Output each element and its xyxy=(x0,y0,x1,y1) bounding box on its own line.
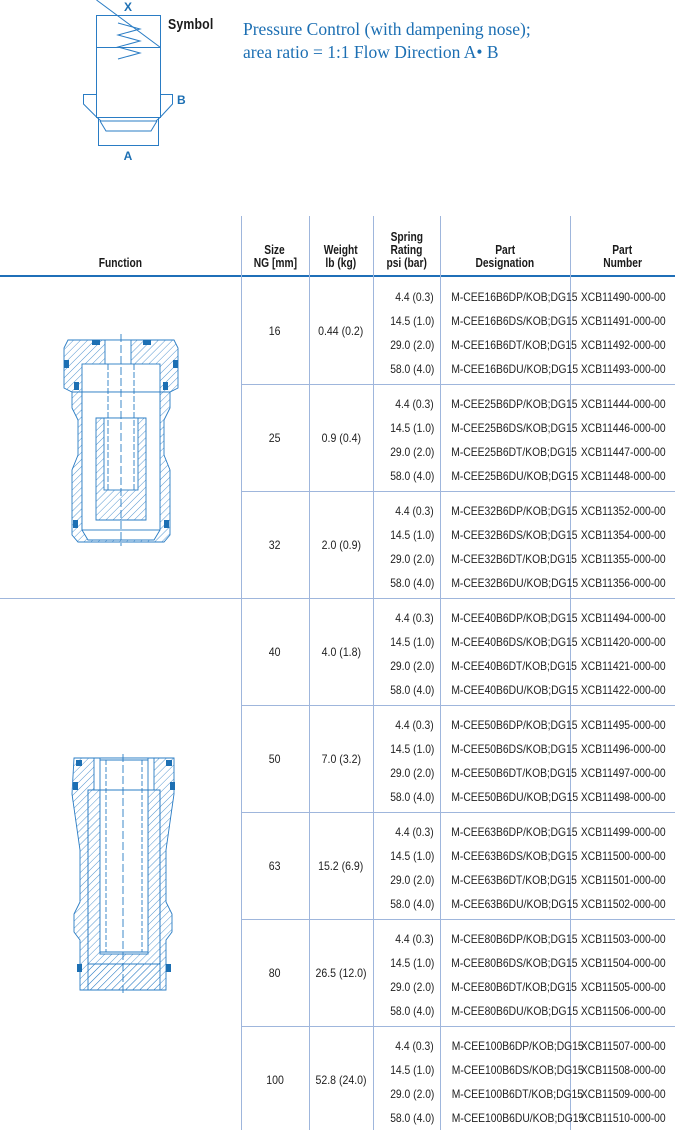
part-number-cell xyxy=(571,1034,675,1058)
spring-rating-value: 14.5 (1.0) xyxy=(389,528,434,542)
part-designation-cell xyxy=(441,713,578,737)
spring-rating-cell xyxy=(374,892,434,916)
part-designation-cell xyxy=(441,440,577,464)
part-designation-value: M-CEE16B6DS/KOB;DG15 xyxy=(451,314,578,328)
header-size: Size NG [mm] xyxy=(253,243,297,270)
spring-rating-value: 14.5 (1.0) xyxy=(389,742,434,756)
spring-rating-cell xyxy=(374,547,434,571)
weight-value: 7.0 (3.2) xyxy=(321,751,361,766)
spring-rating-cell xyxy=(374,357,434,381)
header-part-designation: Part Designation xyxy=(475,243,535,270)
part-number-value: XCB11354-000-00 xyxy=(580,528,666,542)
spring-rating-value: 14.5 (1.0) xyxy=(389,849,434,863)
part-designation-cell xyxy=(441,333,577,357)
part-number-value: XCB11500-000-00 xyxy=(580,849,666,863)
part-number-value: XCB11498-000-00 xyxy=(580,790,666,804)
part-designation-cell xyxy=(441,357,579,381)
part-number-cell xyxy=(571,737,675,761)
port-x-label: X xyxy=(123,0,133,14)
part-number-cell xyxy=(571,309,675,333)
part-designation-cell xyxy=(441,630,578,654)
part-designation-cell xyxy=(441,464,579,488)
spring-rating-value: 29.0 (2.0) xyxy=(389,766,434,780)
part-number-value: XCB11504-000-00 xyxy=(580,956,666,970)
weight-value: 52.8 (24.0) xyxy=(315,1072,367,1087)
spring-rating-cell xyxy=(374,1082,434,1106)
part-designation-value: M-CEE100B6DT/KOB;DG15 xyxy=(451,1087,584,1101)
part-designation-value: M-CEE40B6DT/KOB;DG15 xyxy=(451,659,577,673)
part-designation-value: M-CEE25B6DS/KOB;DG15 xyxy=(451,421,578,435)
part-designation-cell xyxy=(441,927,578,951)
part-designation-cell xyxy=(441,547,577,571)
part-number-value: XCB11490-000-00 xyxy=(580,290,666,304)
part-designation-value: M-CEE25B6DU/KOB;DG15 xyxy=(451,469,579,483)
spring-rating-value: 29.0 (2.0) xyxy=(389,1087,434,1101)
spring-rating-cell xyxy=(374,392,434,416)
part-number-cell xyxy=(571,713,675,737)
part-number-cell xyxy=(571,464,675,488)
part-number-cell xyxy=(571,678,675,702)
spring-rating-value: 4.4 (0.3) xyxy=(395,932,434,946)
part-designation-cell xyxy=(441,285,578,309)
part-designation-value: M-CEE80B6DS/KOB;DG15 xyxy=(451,956,578,970)
part-number-cell xyxy=(571,547,675,571)
spring-rating-cell xyxy=(374,844,434,868)
spring-rating-cell xyxy=(374,868,434,892)
part-designation-cell xyxy=(441,844,578,868)
part-number-value: XCB11494-000-00 xyxy=(580,611,666,625)
part-number-cell xyxy=(571,785,675,809)
part-number-value: XCB11499-000-00 xyxy=(580,825,666,839)
spring-rating-cell xyxy=(374,975,434,999)
spring-rating-cell xyxy=(374,761,434,785)
part-designation-cell xyxy=(441,1106,585,1130)
part-designation-cell xyxy=(441,499,578,523)
spring-rating-cell xyxy=(374,630,434,654)
part-designation-cell xyxy=(441,571,579,595)
spring-rating-cell xyxy=(374,606,434,630)
part-number-cell xyxy=(571,868,675,892)
spring-rating-cell xyxy=(374,1034,434,1058)
part-designation-cell xyxy=(441,416,578,440)
part-number-value: XCB11508-000-00 xyxy=(580,1063,666,1077)
part-designation-value: M-CEE63B6DU/KOB;DG15 xyxy=(451,897,579,911)
part-designation-cell xyxy=(441,1034,584,1058)
part-designation-cell xyxy=(441,606,578,630)
part-designation-value: M-CEE50B6DP/KOB;DG15 xyxy=(451,718,578,732)
spring-rating-cell xyxy=(374,523,434,547)
part-designation-value: M-CEE80B6DU/KOB;DG15 xyxy=(451,1004,579,1018)
size-value: 16 xyxy=(269,323,281,338)
part-designation-value: M-CEE16B6DU/KOB;DG15 xyxy=(451,362,579,376)
spring-rating-value: 29.0 (2.0) xyxy=(389,445,434,459)
part-number-cell xyxy=(571,630,675,654)
table-row xyxy=(0,285,675,309)
header-function: Function xyxy=(98,256,143,270)
spring-rating-value: 14.5 (1.0) xyxy=(389,956,434,970)
spring-rating-cell xyxy=(374,571,434,595)
part-number-cell xyxy=(571,499,675,523)
table-row xyxy=(0,654,675,678)
part-number-value: XCB11497-000-00 xyxy=(580,766,666,780)
part-number-value: XCB11503-000-00 xyxy=(580,932,666,946)
spring-rating-cell xyxy=(374,951,434,975)
part-designation-cell xyxy=(441,737,578,761)
spring-rating-cell xyxy=(374,737,434,761)
part-designation-value: M-CEE63B6DP/KOB;DG15 xyxy=(451,825,578,839)
part-number-cell xyxy=(571,357,675,381)
table-row xyxy=(0,571,675,595)
header-part-number: Part Number xyxy=(603,243,642,270)
cross-section-small-drawing xyxy=(58,320,184,550)
part-number-value: XCB11506-000-00 xyxy=(580,1004,666,1018)
part-designation-value: M-CEE32B6DS/KOB;DG15 xyxy=(451,528,578,542)
part-designation-cell xyxy=(441,309,578,333)
part-number-cell xyxy=(571,999,675,1023)
spring-rating-cell xyxy=(374,1106,434,1130)
part-designation-cell xyxy=(441,892,579,916)
part-number-cell xyxy=(571,392,675,416)
spring-rating-cell xyxy=(374,285,434,309)
part-designation-cell xyxy=(441,761,577,785)
size-value: 63 xyxy=(269,858,281,873)
part-designation-cell xyxy=(441,785,579,809)
part-designation-value: M-CEE40B6DS/KOB;DG15 xyxy=(451,635,578,649)
spring-rating-cell xyxy=(374,309,434,333)
part-designation-value: M-CEE25B6DT/KOB;DG15 xyxy=(451,445,577,459)
spring-rating-value: 4.4 (0.3) xyxy=(395,718,434,732)
part-number-value: XCB11505-000-00 xyxy=(580,980,666,994)
spring-rating-cell xyxy=(374,499,434,523)
part-designation-cell xyxy=(441,1082,584,1106)
part-designation-value: M-CEE16B6DT/KOB;DG15 xyxy=(451,338,577,352)
spring-rating-cell xyxy=(374,333,434,357)
part-designation-value: M-CEE40B6DP/KOB;DG15 xyxy=(451,611,578,625)
spring-rating-value: 58.0 (4.0) xyxy=(389,362,434,376)
part-number-value: XCB11507-000-00 xyxy=(580,1039,666,1053)
part-designation-value: M-CEE50B6DS/KOB;DG15 xyxy=(451,742,578,756)
part-number-value: XCB11492-000-00 xyxy=(580,338,666,352)
part-number-cell xyxy=(571,761,675,785)
part-number-value: XCB11493-000-00 xyxy=(580,362,666,376)
spring-rating-value: 14.5 (1.0) xyxy=(389,635,434,649)
table-row xyxy=(0,547,675,571)
header-weight: Weight lb (kg) xyxy=(324,243,358,270)
spring-rating-cell xyxy=(374,927,434,951)
weight-value: 15.2 (6.9) xyxy=(318,858,364,873)
spring-rating-cell xyxy=(374,820,434,844)
part-designation-value: M-CEE63B6DS/KOB;DG15 xyxy=(451,849,578,863)
spring-rating-value: 58.0 (4.0) xyxy=(389,576,434,590)
part-designation-cell xyxy=(441,1058,584,1082)
part-number-cell xyxy=(571,1058,675,1082)
spring-rating-cell xyxy=(374,678,434,702)
table-row xyxy=(0,1034,675,1058)
spring-rating-value: 58.0 (4.0) xyxy=(389,1111,434,1125)
page-title-line-2: area ratio = 1:1 Flow Direction A• B xyxy=(243,42,499,62)
page-title-line-1: Pressure Control (with dampening nose); xyxy=(243,19,531,39)
part-designation-value: M-CEE80B6DP/KOB;DG15 xyxy=(451,932,578,946)
part-designation-value: M-CEE50B6DT/KOB;DG15 xyxy=(451,766,577,780)
table-row xyxy=(0,1082,675,1106)
weight-value: 0.9 (0.4) xyxy=(321,430,361,445)
part-number-value: XCB11355-000-00 xyxy=(580,552,666,566)
part-number-value: XCB11421-000-00 xyxy=(580,659,666,673)
part-number-cell xyxy=(571,844,675,868)
header-spring-rating: Spring Rating psi (bar) xyxy=(386,230,427,270)
spring-rating-value: 29.0 (2.0) xyxy=(389,980,434,994)
part-number-cell xyxy=(571,523,675,547)
part-designation-value: M-CEE80B6DT/KOB;DG15 xyxy=(451,980,577,994)
part-number-value: XCB11496-000-00 xyxy=(580,742,666,756)
port-a-label: A xyxy=(123,149,133,163)
weight-value: 2.0 (0.9) xyxy=(321,537,361,552)
part-designation-cell xyxy=(441,975,577,999)
spring-rating-cell xyxy=(374,416,434,440)
spring-rating-value: 58.0 (4.0) xyxy=(389,469,434,483)
part-designation-value: M-CEE50B6DU/KOB;DG15 xyxy=(451,790,579,804)
part-designation-value: M-CEE25B6DP/KOB;DG15 xyxy=(451,397,578,411)
spring-rating-cell xyxy=(374,654,434,678)
part-number-cell xyxy=(571,571,675,595)
size-value: 25 xyxy=(269,430,281,445)
part-number-value: XCB11447-000-00 xyxy=(580,445,666,459)
page-title xyxy=(243,18,663,64)
spring-rating-value: 29.0 (2.0) xyxy=(389,873,434,887)
part-number-value: XCB11422-000-00 xyxy=(580,683,666,697)
spring-rating-value: 4.4 (0.3) xyxy=(395,825,434,839)
part-designation-value: M-CEE100B6DU/KOB;DG15 xyxy=(451,1111,585,1125)
table-row xyxy=(0,1106,675,1130)
part-number-value: XCB11352-000-00 xyxy=(580,504,666,518)
weight-value: 0.44 (0.2) xyxy=(318,323,364,338)
spring-rating-value: 14.5 (1.0) xyxy=(389,1063,434,1077)
weight-value: 26.5 (12.0) xyxy=(315,965,367,980)
table-row xyxy=(0,999,675,1023)
spring-rating-value: 29.0 (2.0) xyxy=(389,338,434,352)
part-number-cell xyxy=(571,892,675,916)
part-designation-value: M-CEE63B6DT/KOB;DG15 xyxy=(451,873,577,887)
table-row xyxy=(0,713,675,737)
part-number-cell xyxy=(571,440,675,464)
size-value: 32 xyxy=(269,537,281,552)
part-designation-cell xyxy=(441,868,577,892)
part-number-cell xyxy=(571,285,675,309)
part-designation-cell xyxy=(441,951,578,975)
part-number-cell xyxy=(571,927,675,951)
part-designation-value: M-CEE40B6DU/KOB;DG15 xyxy=(451,683,579,697)
symbol-label: Symbol xyxy=(168,16,214,33)
part-designation-value: M-CEE32B6DP/KOB;DG15 xyxy=(451,504,578,518)
spring-rating-value: 58.0 (4.0) xyxy=(389,790,434,804)
spring-rating-value: 58.0 (4.0) xyxy=(389,683,434,697)
part-number-cell xyxy=(571,333,675,357)
spring-rating-cell xyxy=(374,713,434,737)
part-number-value: XCB11491-000-00 xyxy=(580,314,666,328)
spring-rating-value: 4.4 (0.3) xyxy=(395,1039,434,1053)
part-designation-cell xyxy=(441,392,578,416)
part-number-value: XCB11495-000-00 xyxy=(580,718,666,732)
size-value: 40 xyxy=(269,644,281,659)
spring-rating-cell xyxy=(374,464,434,488)
part-number-cell xyxy=(571,1106,675,1130)
part-number-cell xyxy=(571,820,675,844)
part-number-value: XCB11448-000-00 xyxy=(580,469,666,483)
part-designation-cell xyxy=(441,678,579,702)
part-number-value: XCB11356-000-00 xyxy=(580,576,666,590)
size-value: 100 xyxy=(266,1072,284,1087)
spring-rating-value: 4.4 (0.3) xyxy=(395,290,434,304)
spring-rating-value: 4.4 (0.3) xyxy=(395,504,434,518)
weight-value: 4.0 (1.8) xyxy=(321,644,361,659)
part-number-cell xyxy=(571,416,675,440)
part-designation-cell xyxy=(441,999,579,1023)
part-designation-value: M-CEE32B6DU/KOB;DG15 xyxy=(451,576,579,590)
part-designation-value: M-CEE100B6DP/KOB;DG15 xyxy=(451,1039,584,1053)
part-number-cell xyxy=(571,1082,675,1106)
size-value: 50 xyxy=(269,751,281,766)
table-row xyxy=(0,678,675,702)
spring-rating-value: 29.0 (2.0) xyxy=(389,552,434,566)
spring-rating-cell xyxy=(374,999,434,1023)
port-b-label: B xyxy=(177,93,186,107)
part-number-cell xyxy=(571,654,675,678)
spring-rating-cell xyxy=(374,1058,434,1082)
part-number-cell xyxy=(571,606,675,630)
part-number-cell xyxy=(571,975,675,999)
part-designation-cell xyxy=(441,523,578,547)
part-number-value: XCB11444-000-00 xyxy=(580,397,666,411)
part-designation-value: M-CEE16B6DP/KOB;DG15 xyxy=(451,290,578,304)
part-designation-cell xyxy=(441,820,578,844)
table-row xyxy=(0,1058,675,1082)
table-row xyxy=(0,630,675,654)
part-number-value: XCB11502-000-00 xyxy=(580,897,666,911)
spring-rating-value: 29.0 (2.0) xyxy=(389,659,434,673)
table-row xyxy=(0,606,675,630)
spring-rating-value: 58.0 (4.0) xyxy=(389,897,434,911)
spring-rating-value: 14.5 (1.0) xyxy=(389,421,434,435)
spring-rating-value: 14.5 (1.0) xyxy=(389,314,434,328)
part-number-cell xyxy=(571,951,675,975)
table-header xyxy=(0,216,675,276)
part-number-value: XCB11509-000-00 xyxy=(580,1087,666,1101)
part-designation-cell xyxy=(441,654,577,678)
spring-rating-cell xyxy=(374,785,434,809)
part-designation-value: M-CEE100B6DS/KOB;DG15 xyxy=(451,1063,584,1077)
size-value: 80 xyxy=(269,965,281,980)
part-number-value: XCB11510-000-00 xyxy=(580,1111,666,1125)
spring-rating-cell xyxy=(374,440,434,464)
part-number-value: XCB11446-000-00 xyxy=(580,421,666,435)
part-number-value: XCB11420-000-00 xyxy=(580,635,666,649)
part-number-value: XCB11501-000-00 xyxy=(580,873,666,887)
spring-rating-value: 4.4 (0.3) xyxy=(395,611,434,625)
cross-section-large-drawing xyxy=(50,754,196,994)
spring-rating-value: 4.4 (0.3) xyxy=(395,397,434,411)
spring-rating-value: 58.0 (4.0) xyxy=(389,1004,434,1018)
part-designation-value: M-CEE32B6DT/KOB;DG15 xyxy=(451,552,577,566)
